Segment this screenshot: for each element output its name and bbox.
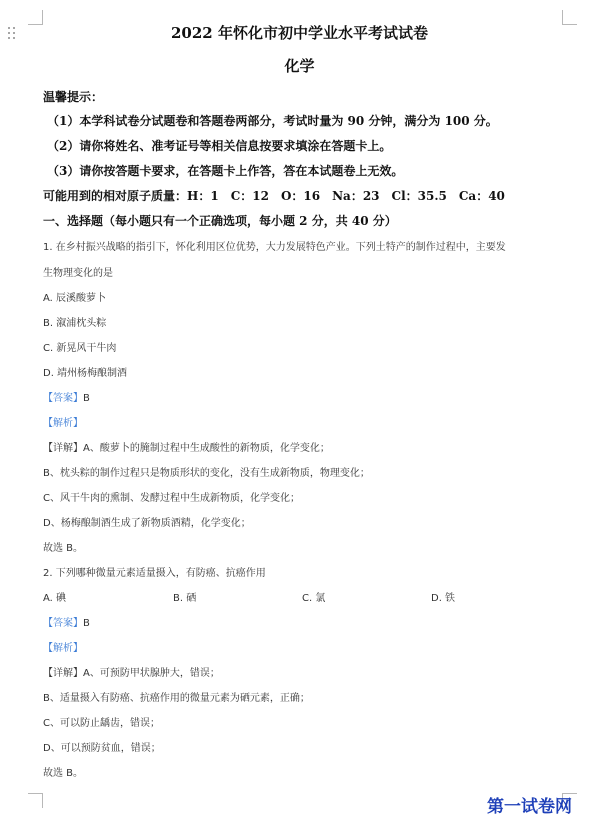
answer-value: B (83, 618, 90, 629)
detail-text: D、可以预防贫血，错误； (43, 743, 161, 754)
detail-line (43, 439, 330, 454)
option-c: C. 新晃风干牛肉 (43, 343, 117, 354)
analysis-tag: 【解析】 (43, 418, 83, 429)
option-d: D. 靖州杨梅酿制酒 (43, 368, 128, 379)
page-corner-mark-bottom-left (28, 793, 43, 808)
detail-text: B、枕头粽的制作过程只是物质形状的变化，没有生成新物质，物理变化； (43, 468, 370, 479)
notice-heading: 温馨提示： (43, 90, 104, 104)
detail-text: A、可预防甲状腺肿大，错误； (83, 668, 220, 679)
answer-value: B (83, 393, 90, 404)
option-b: B. 硒 (173, 593, 197, 604)
detail-text: C、风干牛肉的熏制、发酵过程中生成新物质，化学变化； (43, 493, 300, 504)
answer-line (43, 614, 90, 629)
option-a: A. 辰溪酸萝卜 (43, 293, 107, 304)
question-stem: 2. 下列哪种微量元素适量摄入，有防癌、抗癌作用 (43, 568, 266, 579)
option-c: C. 氯 (302, 593, 326, 604)
atomic-masses: 可能用到的相对原子质量：H：1 C：12 O：16 Na：23 Cl：35.5 Ca：40 (43, 189, 505, 203)
option-a: A. 碘 (43, 593, 67, 604)
answer-tag: 【答案】 (43, 618, 83, 629)
question-stem: 生物理变化的是 (43, 268, 113, 279)
notice-item: （1）本学科试卷分试题卷和答题卷两部分，考试时量为 90 分钟，满分为 100 分。 (47, 114, 498, 128)
detail-text: C、可以防止龋齿，错误； (43, 718, 160, 729)
detail-text: D、杨梅酿制酒生成了新物质酒精，化学变化； (43, 518, 251, 529)
section-heading: 一、选择题（每小题只有一个正确选项，每小题 2 分，共 40 分） (43, 214, 397, 228)
exam-title: 2022 年怀化市初中学业水平考试试卷 (171, 24, 428, 42)
conclusion: 故选 B。 (43, 543, 84, 554)
answer-tag: 【答案】 (43, 393, 83, 404)
detail-line (43, 664, 220, 679)
conclusion: 故选 B。 (43, 768, 84, 779)
detail-text: B、适量摄入有防癌、抗癌作用的微量元素为硒元素，正确； (43, 693, 310, 704)
watermark: 第一试卷网 (487, 797, 572, 817)
option-b: B. 溆浦枕头粽 (43, 318, 107, 329)
question-stem: 1. 在乡村振兴战略的指引下，怀化利用区位优势，大力发展特色产业。下列土特产的制作过程中，主要发 (43, 242, 506, 253)
notice-item: （2）请你将姓名、准考证号等相关信息按要求填涂在答题卡上。 (47, 139, 392, 153)
subject-title: 化学 (284, 57, 315, 75)
answer-line (43, 389, 90, 404)
detail-tag: 【详解】 (43, 668, 83, 679)
option-d: D. 铁 (431, 593, 456, 604)
detail-text: A、酸萝卜的腌制过程中生成酸性的新物质，化学变化； (83, 443, 330, 454)
notice-item: （3）请你按答题卡要求，在答题卡上作答，答在本试题卷上无效。 (47, 164, 404, 178)
detail-tag: 【详解】 (43, 443, 83, 454)
analysis-tag: 【解析】 (43, 643, 83, 654)
